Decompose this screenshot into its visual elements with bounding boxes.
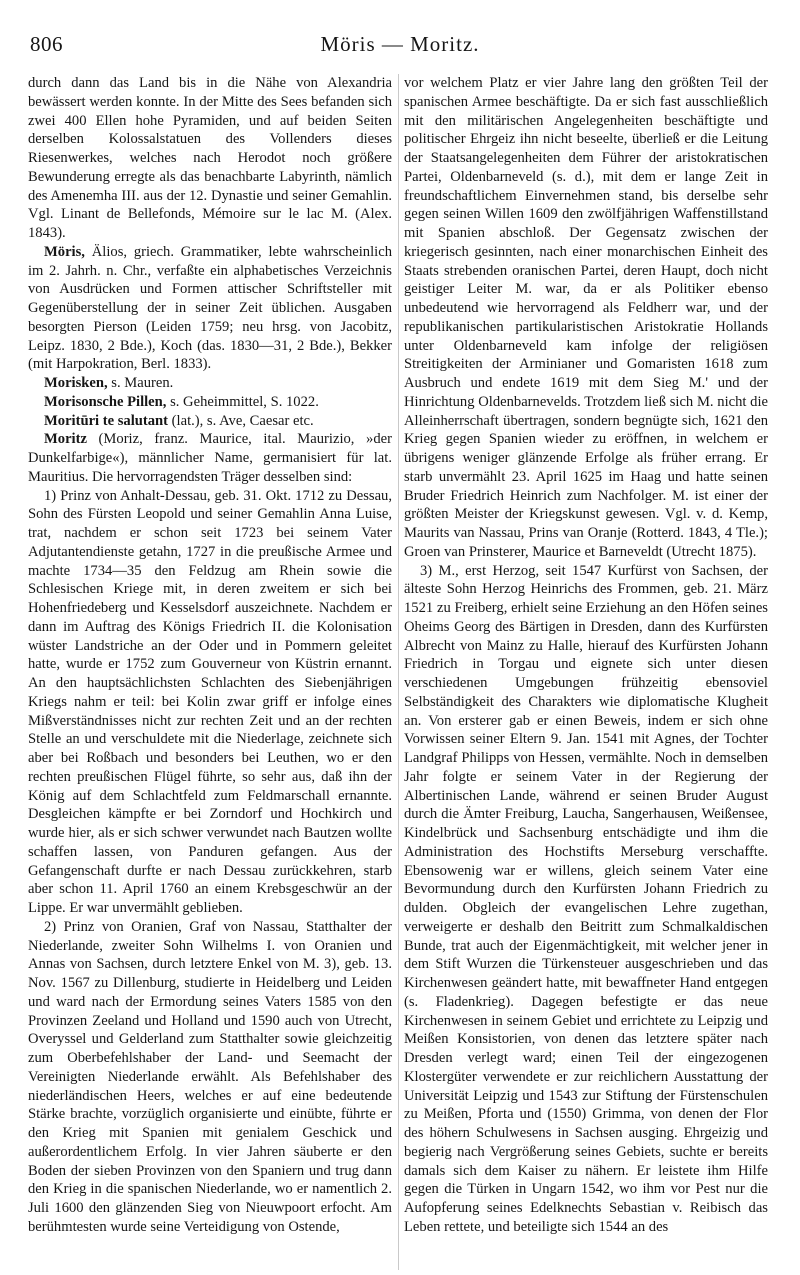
- entry-text: s. Mauren.: [107, 375, 174, 391]
- entry-morituri: [28, 412, 392, 431]
- entry-lemma: Morisonsche Pillen,: [44, 393, 167, 410]
- continuation-text: vor welchem Platz er vier Jahre lang den größten Teil der spanischen Armee beschäftigte. Da er sich fast ausschließlich mit den militärischen Angelegenheiten beschäftigte und politischer Ehrgeiz ihn nicht beseelte, überließ er die Leitung der Staatsangelegenheiten dem Führer der aristokratischen Partei, Oldenbarneveld (s. d.), mit dem er lange Zeit in freundschaftlichem Einvernehmen stand, bis derselbe sehr gegen seinen Willen 1609 den zwölfjährigen Waffenstillstand mit Spanien abschloß. Der Gegensatz zwischen der kriegerisch gesinnten, nach einer monarchischen Einheit des Staats strebenden oranischen Partei, deren Haupt, doch nicht geistiger Leiter M. war, da er als Politiker ebenso unbedeutend wie hervorragend als Feldherr war, und der republikanischen partikularistischen Aristokratie Hollands unter Oldenbarneveld kam infolge der religiösen Streitigkeiten der Arminianer und Gomaristen 1618 zum Ausbruch und endete 1619 mit dem Sieg M.' und der Hinrichtung Oldenbarnevelds. Trotzdem ließ sich M. nicht die Alleinherrschaft übertragen, sondern begnügte sich, 1621 den Krieg gegen Spanien wieder zu eröffnen, in welchem er übrigens weniger glänzende Erfolge als früher errang. Er starb unvermählt 23. April 1625 im Haag und hatte seinen Bruder Friedrich Heinrich zum Nachfolger. M. ist einer der größten Meister der Kriegskunst gewesen. Vgl. v. d. Kemp, Maurits van Nassau, Prins van Oranje (Rotterd. 1843, 4 Tle.); Groen van Prinsterer, Maurice et Barneveldt (Utrecht 1875).: [404, 75, 768, 560]
- page-header: [30, 30, 770, 60]
- entry-morisken: [28, 374, 392, 393]
- entry-text: (lat.), s. Ave, Caesar etc.: [168, 412, 314, 429]
- entry-lemma: Möris,: [44, 243, 85, 260]
- entry-lemma: Moritūri te salutant: [44, 412, 169, 429]
- left-column: [28, 74, 392, 1270]
- column-divider: [398, 74, 399, 1270]
- continuation-text: durch dann das Land bis in die Nähe von Alexandria bewässert werden konnte. In der Mitte des Sees befanden sich zwei 400 Ellen hohe Pyramiden, und auf beiden Seiten derselben Kolossalstatuen des Vollenders dieses Riesenwerkes, welches nach Herodot noch größere Bewunderung erregte als das benachbarte Labyrinth, nämlich des Amenemha III. aus der 12. Dynastie und seiner Gemahlin. Vgl. Linant de Bellefonds, Mémoire sur le lac M. (Alex. 1843).: [28, 75, 392, 241]
- numbered-subentry: 3) M., erst Herzog, seit 1547 Kurfürst von Sachsen, der älteste Sohn Herzog Heinrichs des Frommen, geb. 21. März 1521 zu Freiberg, erhielt seine Erziehung an den Höfen seines Oheims Georg des Bärtigen in Dresden, dann des Kurfürsten Albrecht von Mainz zu Halle, hierauf des Kurfürsten Johann Friedrich in Torgau und eignete sich unter diesen verschiedenen Umgebungen frühzeitig ebensoviel Selbständigkeit des Charakters wie diplomatische Klugheit an. Von ersterer gab er einen Beweis, indem er sich ohne Vorwissen seiner Eltern 9. Jan. 1541 mit Agnes, der Tochter Landgraf Philipps von Hessen, vermählte. Noch in demselben Jahr folgte er seinem Vater in der Regierung der Albertinischen Lande, während er seinen Bruder August durch die Ämter Freiburg, Laucha, Sangerhausen, Weißensee, Kindelbrück und Sachsenburg entschädigte und ihm die Administration des Hochstifts Merseburg verschaffte. Ebensowenig war er willens, gleich seinem Vater eine Bevormundung durch den Kurfürsten Johann Friedrich zu dulden. Obgleich der evangelischen Lehre zugethan, verweigerte er deshalb den Beitritt zum Schmalkaldischen Bunde, trat auch der Eigenmächtigkeit, mit welcher jener in dem Stift Wurzen die Türkensteuer ausgeschrieben und das Kirchenwesen geändert hatte, mit bewaffneter Hand entgegen (s. Fladenkrieg). Dagegen befestigte er das neue Kirchenwesen in seinem Gebiet und errichtete zu Leipzig und Meißen Konsistorien, von denen das letztere später nach Dresden verlegt ward; einen Teil der eingezogenen Klostergüter verwendete er zur reichlichern Ausstattung der Universität Leipzig und 1543 zur Stiftung der Fürstenschulen zu Meißen, Pforta und (1550) Grimma, von denen der Flor des höhern Schulwesens in Sachsen ausging. Ehrgeizig und begierig nach Vergrößerung seines Gebiets, suchte er bereits damals sich dem Kaiser zu nähern. Er leistete ihm Hilfe gegen die Türken in Ungarn 1542, wo ihm vor Pest nur die Aufopferung seines Edelknechts Sebastian v. Reibisch das Leben rettete, und beteiligte sich 1544 an des: [404, 562, 768, 1235]
- entry-morisonsche-pillen: [28, 393, 392, 412]
- entry-moeris-alios: [28, 243, 392, 374]
- entry-lemma: Morisken,: [44, 375, 108, 391]
- entry-text: s. Geheimmittel, S. 1022.: [166, 393, 319, 410]
- entry-moritz: [28, 430, 392, 486]
- numbered-subentry: 1) Prinz von Anhalt-Dessau, geb. 31. Okt. 1712 zu Dessau, Sohn des Fürsten Leopold und seiner Gemahlin Anna Luise, trat, nachdem er schon seit 1723 bei seinem Vater Adjutantendienste getahn, 1727 in die preußische Armee und machte 1734—35 den Feldzug am Rhein sowie die Schlesischen Kriege mit, in deren zweitem er sich bei Hohenfriedeberg und Kesselsdorf auszeichnete. Nachdem er dann im Auftrag des Königs Friedrich II. die Kolonisation wüster Landstriche an der Oder und in Pommern geleitet hatte, wurde er 1752 zum Gouverneur von Küstrin ernannt. An den hauptsächlichsten Schlachten des Siebenjährigen Kriegs nahm er teil: bei Kolin zwar griff er infolge eines Mißverständnisses nicht zur rechten Zeit und an der rechten Stelle an und verschuldete mit die Niederlage, zeichnete sich aber bei Roßbach und besonders bei Leuthen, wo er den rechten preußischen Flügel führte, so sehr aus, daß ihn der König auf dem Schlachtfeld zum Feldmarschall ernannte. Desgleichen kämpfte er bei Zorndorf und Hochkirch und wurde hier, als er sich schwer verwundet nach Bautzen wollte schaffen lassen, von Panduren gefangen. Aus der Gefangenschaft durfte er nach Dessau zurückkehren, starb aber schon 11. April 1760 an einem Krebsgeschwür an der Lippe. Er war unvermählt geblieben.: [28, 487, 392, 916]
- entry-text: (Moriz, franz. Maurice, ital. Maurizio, »der Dunkelfarbige«), männlicher Name, germanisiert für lat. Mauritius. Die hervorragendsten Träger desselben sind:: [28, 431, 392, 485]
- right-column: [404, 74, 768, 1270]
- numbered-subentry: 2) Prinz von Oranien, Graf von Nassau, Statthalter der Niederlande, zweiter Sohn Wilhelms I. von Oranien und Annas von Sachsen, durch letztere Enkel von M. 3), geb. 13. Nov. 1567 zu Dillenburg, studierte in Heidelberg und Leiden und ward nach der Ermordung seines Vaters 1585 von den Provinzen Zeeland und Holland und 1590 auch von Utrecht, Overyssel und Gelderland zum Statthalter sowie gleichzeitig zum Oberbefehlshaber der Land- und Seemacht der Vereinigten Niederlande erwählt. Als Befehlshaber des niederländischen Heers, welches er auf eine bedeutende Stärke brachte, vorzüglich organisierte und einübte, führte er den Krieg mit Spanien mit genialem Geschick und außerordentlichem Erfolg. In vier Jahren säuberte er den Boden der sieben Provinzen von den Spaniern und trug dann den Krieg in die spanischen Niederlande, wo er namentlich 2. Juli 1600 den glänzenden Sieg von Nieuwpoort erfocht. Am berühmtesten wurde seine Verteidigung von Ostende,: [28, 918, 392, 1235]
- page-number: 806: [30, 32, 63, 56]
- entry-lemma: Moritz: [44, 431, 87, 448]
- entry-text: Älios, griech. Grammatiker, lebte wahrscheinlich im 2. Jahrh. n. Chr., verfaßte ein alphabetisches Verzeichnis von Ausdrücken und Formen attischer Schriftsteller mit Gegenüberstellung der in seiner Zeit üblichen. Ausgaben besorgten Pierson (Leiden 1759; neu hrsg. von Jacobitz, Leipz. 1830, 2 Bde.), Koch (das. 1830—31, 2 Bde.), Bekker (mit Harpokration, Berl. 1833).: [28, 243, 392, 373]
- running-head: Möris — Moritz.: [320, 32, 480, 56]
